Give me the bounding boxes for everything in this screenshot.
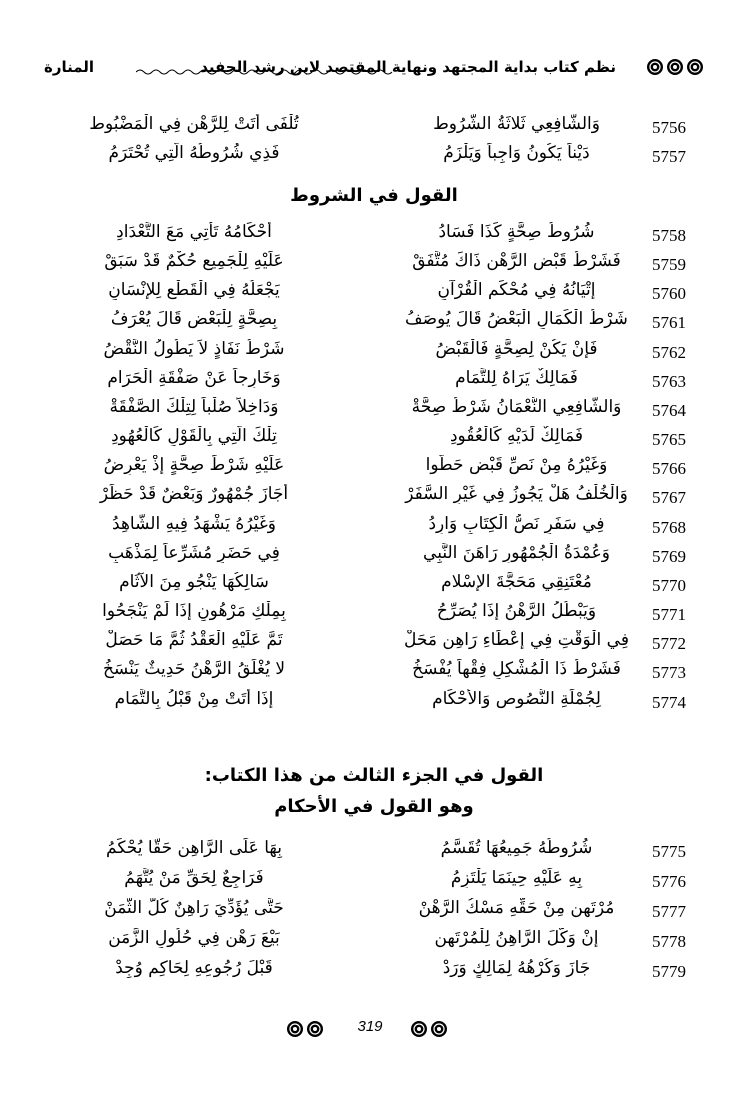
flower-ornament-icon: [410, 1020, 428, 1038]
verse-second-hemistich: فِي حَضَرٍ مُشَرِّعاً لِمَذْهَبِ: [108, 543, 280, 563]
verse-number: 5760: [652, 284, 686, 303]
verse-number: 5756: [652, 118, 686, 137]
verse-first-hemistich: شَرْطُ الْكَمَالِ الْبَعْضُ قَالَ يُوصَفُ: [405, 309, 628, 329]
verse-first-hemistich: إِنْ وَكَّلَ الرَّاهِنُ لِلْمُرْتَهِنِ: [434, 928, 599, 948]
verse-number: 5774: [652, 693, 686, 712]
verse-second-hemistich: فَرَاجِعٌ لِحَقِّ مَنْ يُتَّهَمُ: [124, 868, 264, 888]
verse-first-hemistich: فَمَالِكٌ لَدَيْهِ كَالْعُقُودِ: [449, 426, 583, 446]
verse-first-hemistich: مُرْتَهِنٍ مِنْ حَقِّهِ مَسْكُ الرَّهْنْ: [418, 898, 615, 918]
verse-first-hemistich: جَازَ وَكُرْهُهُ لِمَالِكٍ وَرَدْ: [442, 958, 591, 978]
verse-row: [44, 309, 704, 339]
verse-row: [44, 928, 704, 958]
verse-second-hemistich: عَلَيْهِ شَرْطَ صِحَّةٍ إِذْ يَعْرِضُ: [103, 455, 285, 475]
publisher-name: المنارة: [44, 58, 95, 76]
verse-number: 5763: [652, 372, 686, 391]
verse-first-hemistich: فِي الْوَقْتِ فِي إِعْطَاءِ رَاهِنٍ مَحَلْ: [404, 630, 629, 650]
verse-second-hemistich: سَالِكُهَا يَنْجُو مِنَ الآثَامِ: [119, 572, 269, 592]
flower-ornament-icon: [306, 1020, 324, 1038]
verse-second-hemistich: أَحْكَامُهُ تَأْتِي مَعَ التَّعْدَادِ: [116, 222, 272, 242]
verse-first-hemistich: فَشَرْطُ ذَا الْمُشْكِلِ فِقْهاً يُفْسَخُ: [412, 659, 621, 679]
section-heading: القول في الشروط: [290, 185, 458, 206]
verse-row: [44, 630, 704, 660]
verse-row: [44, 572, 704, 602]
verse-number: 5769: [652, 547, 686, 566]
verse-second-hemistich: يَجْعَلُهُ فِي الْقَطْعِ لِلإِنْسَانِ: [108, 280, 280, 300]
verse-number: 5762: [652, 343, 686, 362]
footer-ornaments-left: [286, 1020, 324, 1038]
verse-first-hemistich: إِتْيَانُهُ فِي مُحْكَمِ الْقُرْآنِ: [437, 280, 596, 300]
header-ornaments: [646, 58, 704, 76]
flower-ornament-icon: [666, 58, 684, 76]
verse-number: 5776: [652, 872, 686, 891]
verse-number: 5777: [652, 902, 686, 921]
verse-first-hemistich: فِي سَفَرٍ نَصُّ الْكِتَابِ وَارِدُ: [428, 514, 605, 534]
verse-row: [44, 222, 704, 252]
verse-number: 5773: [652, 663, 686, 682]
verse-second-hemistich: تِلْكَ الَّتِي بِالْقَوْلِ كَالْعُهُودِ: [111, 426, 277, 446]
verse-number: 5766: [652, 459, 686, 478]
verse-second-hemistich: وَغَيْرُهُ يَشْهَدُ فِيهِ الشَّاهِدُ: [112, 514, 276, 534]
verse-first-hemistich: دَيْناً يَكُونُ وَاجِباً وَيَلْزَمُ: [443, 143, 590, 163]
verse-row: [44, 659, 704, 689]
verse-row: [44, 868, 704, 898]
flower-ornament-icon: [646, 58, 664, 76]
verse-first-hemistich: وَعُمْدَةُ الْجُمْهُورِ رَاهَنَ النَّبِي: [423, 543, 610, 563]
verse-number: 5767: [652, 488, 686, 507]
verse-row: [44, 339, 704, 369]
verse-first-hemistich: مُعْتَنِقِي مَحَجَّةَ الإِسْلامِ: [441, 572, 592, 592]
verse-second-hemistich: وَخَارِجاً عَنْ صَفْقَةِ الْحَرَامِ: [107, 368, 281, 388]
verse-second-hemistich: بَيْعَ رَهْنٍ فِي حُلُولِ الزَّمَنِ: [108, 928, 280, 948]
verse-number: 5771: [652, 605, 686, 624]
flower-ornament-icon: [430, 1020, 448, 1038]
book-title: نظم كتاب بداية المجتهد ونهاية المقتصد لابن رشد الحفيد: [200, 58, 616, 76]
verse-second-hemistich: تَمَّ عَلَيْهِ الْعَقْدُ ثُمَّ مَا حَصَلْ: [105, 630, 283, 650]
section-heading: القول في الجزء الثالث من هذا الكتاب:: [204, 765, 544, 786]
verse-number: 5761: [652, 313, 686, 332]
verse-number: 5772: [652, 634, 686, 653]
verse-first-hemistich: وَيَبْطُلُ الرَّهْنُ إِذَا يُصَرِّحُ: [436, 601, 597, 621]
verse-row: [44, 114, 704, 144]
verse-second-hemistich: عَلَيْهِ لِلْجَمِيعِ حُكْمٌ قَدْ سَبَقْ: [104, 251, 284, 271]
verse-first-hemistich: فَشَرْطُ قَبْضِ الرَّهْنِ ذَاكَ مُتَّفَقْ: [412, 251, 621, 271]
verse-second-hemistich: حَتَّى يُؤَدِّيَ رَاهِنٌ كُلَّ الثَّمَنْ: [104, 898, 284, 918]
verse-second-hemistich: شَرْطُ نَفَاذٍ لاَ يَطُولُ النَّقْضُ: [103, 339, 285, 359]
page-footer: [0, 1018, 744, 1042]
verse-number: 5778: [652, 932, 686, 951]
verse-number: 5764: [652, 401, 686, 420]
page-number: 319: [357, 1018, 383, 1035]
verse-row: [44, 601, 704, 631]
verse-row: [44, 898, 704, 928]
verse-first-hemistich: وَغَيْرُهُ مِنْ نَصِّ قَبْضٍ حَطُّوا: [425, 455, 608, 475]
verse-row: [44, 838, 704, 868]
verse-second-hemistich: قَبْلَ رُجُوعِهِ لِحَاكِمٍ وُجِدْ: [115, 958, 273, 978]
verse-number: 5768: [652, 518, 686, 537]
verse-first-hemistich: وَالشَّافِعِي ثَلاثَةُ الشُّرُوط: [433, 114, 600, 134]
verse-row: [44, 426, 704, 456]
verse-number: 5758: [652, 226, 686, 245]
verse-first-hemistich: فَإِنْ يَكُنْ لِصِحَّةٍ فَالْقَبْضُ: [435, 339, 598, 359]
verse-number: 5770: [652, 576, 686, 595]
verse-first-hemistich: بِهِ عَلَيْهِ حِينَمَا يَلْتَزِمُ: [450, 868, 583, 888]
footer-ornaments-right: [410, 1020, 448, 1038]
verse-row: [44, 484, 704, 514]
verse-first-hemistich: لِجُمْلَةِ النُّصُوصِ وَالأَحْكَامِ: [432, 689, 601, 709]
verse-number: 5759: [652, 255, 686, 274]
verse-first-hemistich: فَمَالِكٌ يَرَاهُ لِلتَّمَامِ: [455, 368, 578, 388]
verse-first-hemistich: شُرُوطُهُ جَمِيعُهَا تُقَسَّمُ: [440, 838, 593, 858]
verse-row: [44, 368, 704, 398]
verse-number: 5779: [652, 962, 686, 981]
verse-row: [44, 397, 704, 427]
verse-first-hemistich: وَالشَّافِعِي النُّعْمَانُ شَرْطُ صِحَّةْ: [411, 397, 622, 417]
verse-second-hemistich: تُلْفَى أَتَتْ لِلرَّهْنِ فِي الْمَضْبُوط: [89, 114, 299, 134]
running-header: [44, 58, 704, 84]
verse-row: [44, 958, 704, 988]
verse-first-hemistich: وَالْخُلْفُ هَلْ يَجُوزُ فِي غَيْرِ السَّفَرْ: [405, 484, 628, 504]
verse-number: 5765: [652, 430, 686, 449]
verse-second-hemistich: إِذَا أَتَتْ مِنْ قَبْلُ بِالتَّمَامِ: [114, 689, 274, 709]
verse-row: [44, 455, 704, 485]
verse-second-hemistich: بِصِحَّةٍ لِلْبَعْضِ قَالَ يُعْرَفُ: [110, 309, 278, 329]
verse-second-hemistich: فَذِي شُرُوطُهُ الَّتِي تُحْتَرَمُ: [108, 143, 280, 163]
verse-first-hemistich: شُرُوطُ صِحَّةٍ كَذَا فَسَادُ: [438, 222, 595, 242]
section-subheading: وهو القول في الأحكام: [274, 796, 474, 817]
verse-number: 5775: [652, 842, 686, 861]
flower-ornament-icon: [686, 58, 704, 76]
verse-second-hemistich: وَدَاخِلاً صُلْباً لِتِلْكَ الصَّفْقَةْ: [109, 397, 279, 417]
verse-row: [44, 543, 704, 573]
verse-row: [44, 280, 704, 310]
verse-row: [44, 689, 704, 719]
verse-second-hemistich: لا يُغْلَقُ الرَّهْنُ حَدِيثٌ يَنْسَخُ: [102, 659, 286, 679]
verse-row: [44, 251, 704, 281]
verse-row: [44, 514, 704, 544]
verse-row: [44, 143, 704, 173]
verse-second-hemistich: بِهَا عَلَى الرَّاهِنِ حَقًّا يُحْكَمُ: [106, 838, 282, 858]
verse-second-hemistich: أَجَازَ جُمْهُورٌ وَبَعْضٌ قَدْ حَظَرْ: [99, 484, 289, 504]
verse-second-hemistich: بِمِلْكِ مَرْهُونٍ إِذَا لَمْ يَنْجَحُوا: [102, 601, 286, 621]
verse-number: 5757: [652, 147, 686, 166]
flower-ornament-icon: [286, 1020, 304, 1038]
